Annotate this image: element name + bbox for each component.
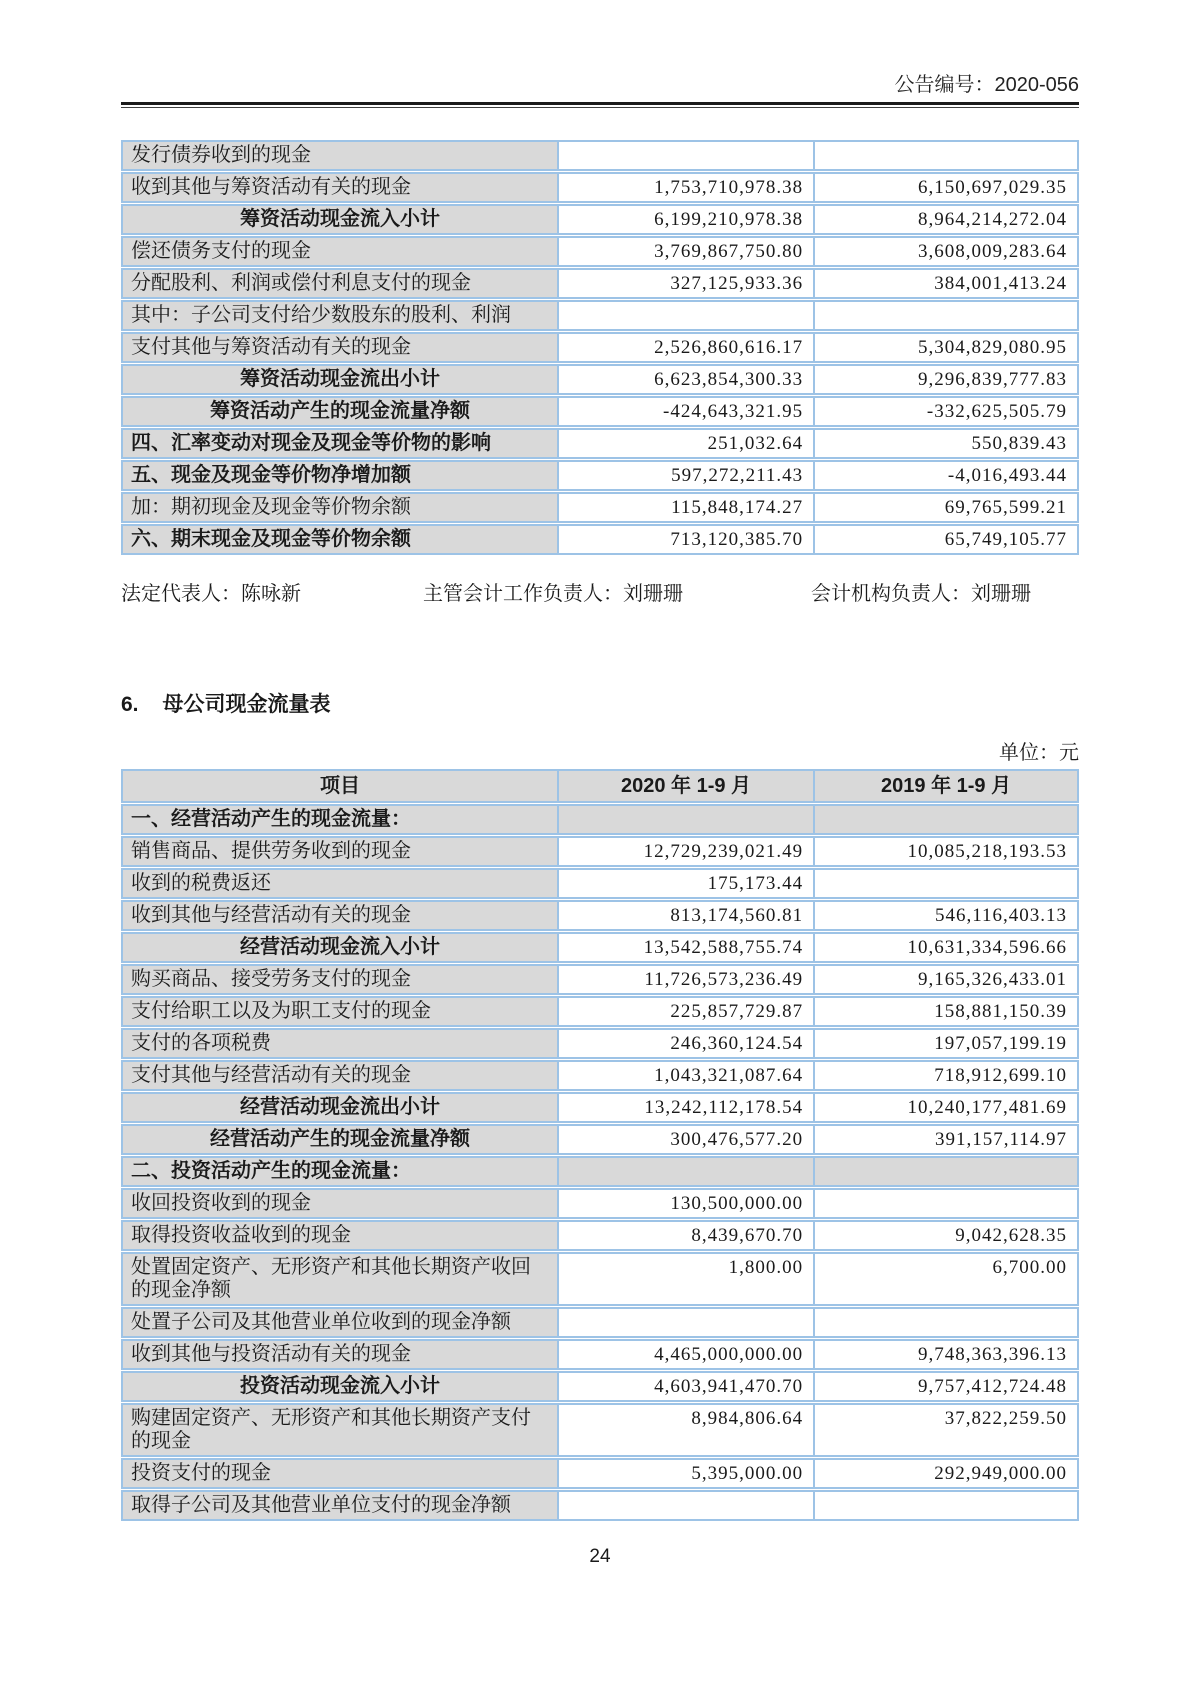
value-2020: 12,729,239,021.49	[558, 836, 814, 868]
value-2019	[814, 1307, 1078, 1339]
row-label: 购买商品、接受劳务支付的现金	[122, 964, 558, 996]
value-2020: 251,032.64	[558, 428, 814, 460]
value-2019	[814, 300, 1078, 332]
row-label: 经营活动现金流入小计	[122, 932, 558, 964]
value-2020: 246,360,124.54	[558, 1028, 814, 1060]
value-2020: 11,726,573,236.49	[558, 964, 814, 996]
table-row	[122, 836, 1078, 868]
value-2019: 9,042,628.35	[814, 1220, 1078, 1252]
row-label: 筹资活动现金流入小计	[122, 204, 558, 236]
value-2020: 225,857,729.87	[558, 996, 814, 1028]
value-2020	[558, 1156, 814, 1188]
table-header-row	[122, 770, 1078, 804]
row-label: 经营活动产生的现金流量净额	[122, 1124, 558, 1156]
row-label: 六、期末现金及现金等价物余额	[122, 524, 558, 555]
value-2019	[814, 1188, 1078, 1220]
signature-line	[121, 577, 1079, 606]
row-label: 一、经营活动产生的现金流量：	[122, 804, 558, 836]
value-2020: 1,043,321,087.64	[558, 1060, 814, 1092]
table-row	[122, 1156, 1078, 1188]
table-row	[122, 996, 1078, 1028]
value-2019	[814, 868, 1078, 900]
row-label: 取得子公司及其他营业单位支付的现金净额	[122, 1490, 558, 1521]
table-row	[122, 804, 1078, 836]
value-2020: 597,272,211.43	[558, 460, 814, 492]
value-2020: 8,984,806.64	[558, 1403, 814, 1458]
table-row	[122, 900, 1078, 932]
page-number: 24	[589, 1546, 611, 1567]
row-label: 偿还债务支付的现金	[122, 236, 558, 268]
row-label: 销售商品、提供劳务收到的现金	[122, 836, 558, 868]
value-2019	[814, 1490, 1078, 1521]
value-2020: 5,395,000.00	[558, 1458, 814, 1490]
value-2019: -332,625,505.79	[814, 396, 1078, 428]
page-content	[121, 0, 1079, 1521]
value-2019: 550,839.43	[814, 428, 1078, 460]
table-row	[122, 964, 1078, 996]
value-2020: 175,173.44	[558, 868, 814, 900]
value-2019: 718,912,699.10	[814, 1060, 1078, 1092]
value-2020	[558, 1490, 814, 1521]
row-label: 经营活动现金流出小计	[122, 1092, 558, 1124]
row-label: 收到的税费返还	[122, 868, 558, 900]
row-label: 五、现金及现金等价物净增加额	[122, 460, 558, 492]
row-label: 筹资活动现金流出小计	[122, 364, 558, 396]
value-2020: 130,500,000.00	[558, 1188, 814, 1220]
row-label: 收回投资收到的现金	[122, 1188, 558, 1220]
table-row	[122, 524, 1078, 555]
value-2019: 546,116,403.13	[814, 900, 1078, 932]
table-row	[122, 1060, 1078, 1092]
value-2020	[558, 1307, 814, 1339]
row-label: 取得投资收益收到的现金	[122, 1220, 558, 1252]
table-row	[122, 492, 1078, 524]
value-2020: 6,199,210,978.38	[558, 204, 814, 236]
value-2020	[558, 300, 814, 332]
value-2019: 9,165,326,433.01	[814, 964, 1078, 996]
value-2020: 115,848,174.27	[558, 492, 814, 524]
value-2019: 9,748,363,396.13	[814, 1339, 1078, 1371]
row-label: 四、汇率变动对现金及现金等价物的影响	[122, 428, 558, 460]
value-2020: 327,125,933.36	[558, 268, 814, 300]
value-2019	[814, 804, 1078, 836]
value-2020: 300,476,577.20	[558, 1124, 814, 1156]
value-2019: 197,057,199.19	[814, 1028, 1078, 1060]
value-2019: 10,085,218,193.53	[814, 836, 1078, 868]
parent-company-cash-flow-table	[121, 769, 1079, 1521]
value-2020: 4,603,941,470.70	[558, 1371, 814, 1403]
value-2019: 3,608,009,283.64	[814, 236, 1078, 268]
table-row	[122, 141, 1078, 172]
value-2019: 65,749,105.77	[814, 524, 1078, 555]
row-label: 收到其他与经营活动有关的现金	[122, 900, 558, 932]
row-label: 收到其他与投资活动有关的现金	[122, 1339, 558, 1371]
table-row	[122, 396, 1078, 428]
chief-accounting-officer: 主管会计工作负责人：刘珊珊	[423, 583, 683, 605]
section-number: 6.	[121, 693, 139, 716]
value-2019: 6,150,697,029.35	[814, 172, 1078, 204]
section-heading	[121, 688, 1079, 718]
table-row	[122, 204, 1078, 236]
header-rule	[121, 102, 1079, 108]
value-2019: 69,765,599.21	[814, 492, 1078, 524]
table-row	[122, 1252, 1078, 1307]
row-label: 支付给职工以及为职工支付的现金	[122, 996, 558, 1028]
row-label: 支付其他与经营活动有关的现金	[122, 1060, 558, 1092]
table-row	[122, 1092, 1078, 1124]
row-label: 其中：子公司支付给少数股东的股利、利润	[122, 300, 558, 332]
value-2020: 3,769,867,750.80	[558, 236, 814, 268]
value-2019	[814, 1156, 1078, 1188]
row-label: 购建固定资产、无形资产和其他长期资产支付的现金	[122, 1403, 558, 1458]
section-title: 母公司现金流量表	[162, 693, 331, 716]
value-2020: 13,542,588,755.74	[558, 932, 814, 964]
value-2019: 10,631,334,596.66	[814, 932, 1078, 964]
table-row	[122, 932, 1078, 964]
table-row	[122, 268, 1078, 300]
row-label: 筹资活动产生的现金流量净额	[122, 396, 558, 428]
consolidated-cash-flow-table-continued	[121, 140, 1079, 555]
col-header-2019: 2019 年 1-9 月	[814, 770, 1078, 804]
value-2019: 158,881,150.39	[814, 996, 1078, 1028]
table-row	[122, 1307, 1078, 1339]
legal-representative: 法定代表人：陈咏新	[121, 583, 301, 605]
row-label: 投资支付的现金	[122, 1458, 558, 1490]
value-2020: 1,753,710,978.38	[558, 172, 814, 204]
table-row	[122, 1028, 1078, 1060]
value-2020: 8,439,670.70	[558, 1220, 814, 1252]
row-label: 发行债券收到的现金	[122, 141, 558, 172]
table-row	[122, 236, 1078, 268]
accounting-department-head: 会计机构负责人：刘珊珊	[811, 583, 1031, 605]
value-2020: 1,800.00	[558, 1252, 814, 1307]
value-2019: 391,157,114.97	[814, 1124, 1078, 1156]
row-label: 支付的各项税费	[122, 1028, 558, 1060]
value-2020: 713,120,385.70	[558, 524, 814, 555]
value-2020	[558, 804, 814, 836]
value-2019: 6,700.00	[814, 1252, 1078, 1307]
table-row	[122, 172, 1078, 204]
unit-label: 单位：元	[999, 742, 1079, 764]
row-label: 分配股利、利润或偿付利息支付的现金	[122, 268, 558, 300]
table2-body	[122, 804, 1078, 1521]
table-row	[122, 364, 1078, 396]
row-label: 处置子公司及其他营业单位收到的现金净额	[122, 1307, 558, 1339]
col-header-2020: 2020 年 1-9 月	[558, 770, 814, 804]
row-label: 加：期初现金及现金等价物余额	[122, 492, 558, 524]
table-row	[122, 868, 1078, 900]
table-row	[122, 300, 1078, 332]
value-2020: 6,623,854,300.33	[558, 364, 814, 396]
value-2019	[814, 141, 1078, 172]
table-row	[122, 1220, 1078, 1252]
row-label: 处置固定资产、无形资产和其他长期资产收回的现金净额	[122, 1252, 558, 1307]
value-2020: 813,174,560.81	[558, 900, 814, 932]
row-label: 收到其他与筹资活动有关的现金	[122, 172, 558, 204]
value-2019: 37,822,259.50	[814, 1403, 1078, 1458]
table-row	[122, 1458, 1078, 1490]
col-header-item: 项目	[122, 770, 558, 804]
announcement-number: 公告编号：2020-056	[894, 74, 1079, 96]
value-2019: 8,964,214,272.04	[814, 204, 1078, 236]
row-label: 二、投资活动产生的现金流量：	[122, 1156, 558, 1188]
value-2019: 9,296,839,777.83	[814, 364, 1078, 396]
row-label: 投资活动现金流入小计	[122, 1371, 558, 1403]
table1-body	[122, 141, 1078, 554]
table-row	[122, 460, 1078, 492]
value-2020	[558, 141, 814, 172]
value-2020: -424,643,321.95	[558, 396, 814, 428]
table-row	[122, 1339, 1078, 1371]
value-2020: 2,526,860,616.17	[558, 332, 814, 364]
value-2020: 13,242,112,178.54	[558, 1092, 814, 1124]
table-row	[122, 1188, 1078, 1220]
table-row	[122, 1490, 1078, 1521]
table-row	[122, 428, 1078, 460]
value-2019: 292,949,000.00	[814, 1458, 1078, 1490]
table-row	[122, 1124, 1078, 1156]
value-2019: 10,240,177,481.69	[814, 1092, 1078, 1124]
row-label: 支付其他与筹资活动有关的现金	[122, 332, 558, 364]
value-2019: 9,757,412,724.48	[814, 1371, 1078, 1403]
table-row	[122, 1371, 1078, 1403]
table-row	[122, 1403, 1078, 1458]
value-2019: 384,001,413.24	[814, 268, 1078, 300]
value-2019: 5,304,829,080.95	[814, 332, 1078, 364]
table-row	[122, 332, 1078, 364]
value-2019: -4,016,493.44	[814, 460, 1078, 492]
value-2020: 4,465,000,000.00	[558, 1339, 814, 1371]
